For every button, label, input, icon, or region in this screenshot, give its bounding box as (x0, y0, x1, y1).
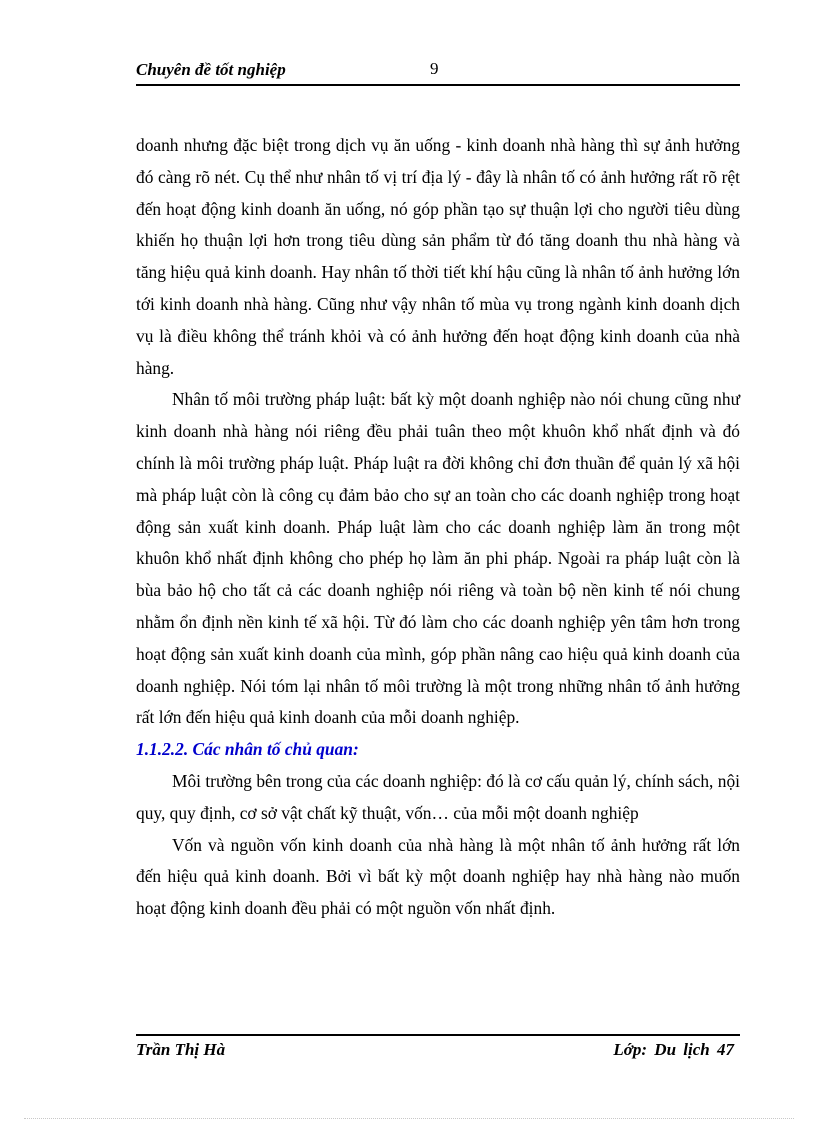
section-paragraph: Vốn và nguồn vốn kinh doanh của nhà hàng là một nhân tố ảnh hưởng rất lớn đến hiệu quả kinh doanh. Bởi vì bất kỳ một doanh nghiệp hay nhà hàng nào muốn hoạt động kinh doanh đều phải có một nguồn vốn nhất định. (136, 834, 740, 919)
page-footer (136, 1040, 740, 1064)
body-paragraph: Nhân tố môi trường pháp luật: bất kỳ một doanh nghiệp nào nói chung cũng như kinh doanh nhà hàng nói riêng đều phải tuân theo một khuôn khổ nhất định và đó chính là môi trường pháp luật. Pháp luật ra đời không chỉ đơn thuần để quản lý xã hội mà pháp luật còn là công cụ đảm bảo cho sự an toàn cho các doanh nghiệp trong hoạt động sản xuất kinh doanh. Pháp luật làm cho các doanh nghiệp làm ăn trong một khuôn khổ nhất định không cho phép họ làm ăn phi pháp. Ngoài ra pháp luật còn là bùa bảo hộ cho tất cả các doanh nghiệp nói riêng và toàn bộ nền kinh tế nói chung nhằm ổn định nền kinh tế xã hội. Từ đó làm cho các doanh nghiệp yên tâm hơn trong hoạt động sản xuất kinh doanh của mình, góp phần nâng cao hiệu quả kinh doanh của doanh nghiệp. Nói tóm lại nhân tố môi trường là một trong những nhân tố ảnh hưởng rất lớn đến hiệu quả kinh doanh của mỗi doanh nghiệp. (136, 389, 740, 728)
footer-author: Trần Thị Hà (136, 1040, 226, 1059)
header-divider (136, 84, 740, 86)
footer-divider (136, 1034, 740, 1036)
document-title: Chuyên đề tốt nghiệp (136, 60, 286, 79)
page-edge-divider (24, 1118, 794, 1119)
footer-class-label: Lớp: Du lịch 47 (613, 1040, 734, 1059)
document-body (136, 130, 740, 925)
section-heading: 1.1.2.2. Các nhân tố chủ quan: (136, 739, 359, 760)
section-paragraph: Môi trường bên trong của các doanh nghiệp: đó là cơ cấu quản lý, chính sách, nội quy, quy định, cơ sở vật chất kỹ thuật, vốn… của mỗi một doanh nghiệp (136, 770, 740, 823)
page-header (136, 60, 740, 84)
body-paragraph: doanh nhưng đặc biệt trong dịch vụ ăn uống - kinh doanh nhà hàng thì sự ảnh hưởng đó càng rõ nét. Cụ thể như nhân tố vị trí địa lý - đây là nhân tố có ảnh hưởng rất rõ rệt đến hoạt động kinh doanh ăn uống, nó góp phần tạo sự thuận lợi cho người tiêu dùng khiến họ thuận lợi hơn trong tiêu dùng sản phẩm từ đó tăng doanh thu nhà hàng và tăng hiệu quả kinh doanh. Hay nhân tố thời tiết khí hậu cũng là nhân tố ảnh hưởng lớn tới kinh doanh nhà hàng. Cũng như vậy nhân tố mùa vụ trong ngành kinh doanh dịch vụ là điều không thể tránh khỏi và có ảnh hưởng đến hoạt động kinh doanh của nhà hàng. (136, 135, 740, 378)
page-number: 9 (430, 59, 439, 78)
